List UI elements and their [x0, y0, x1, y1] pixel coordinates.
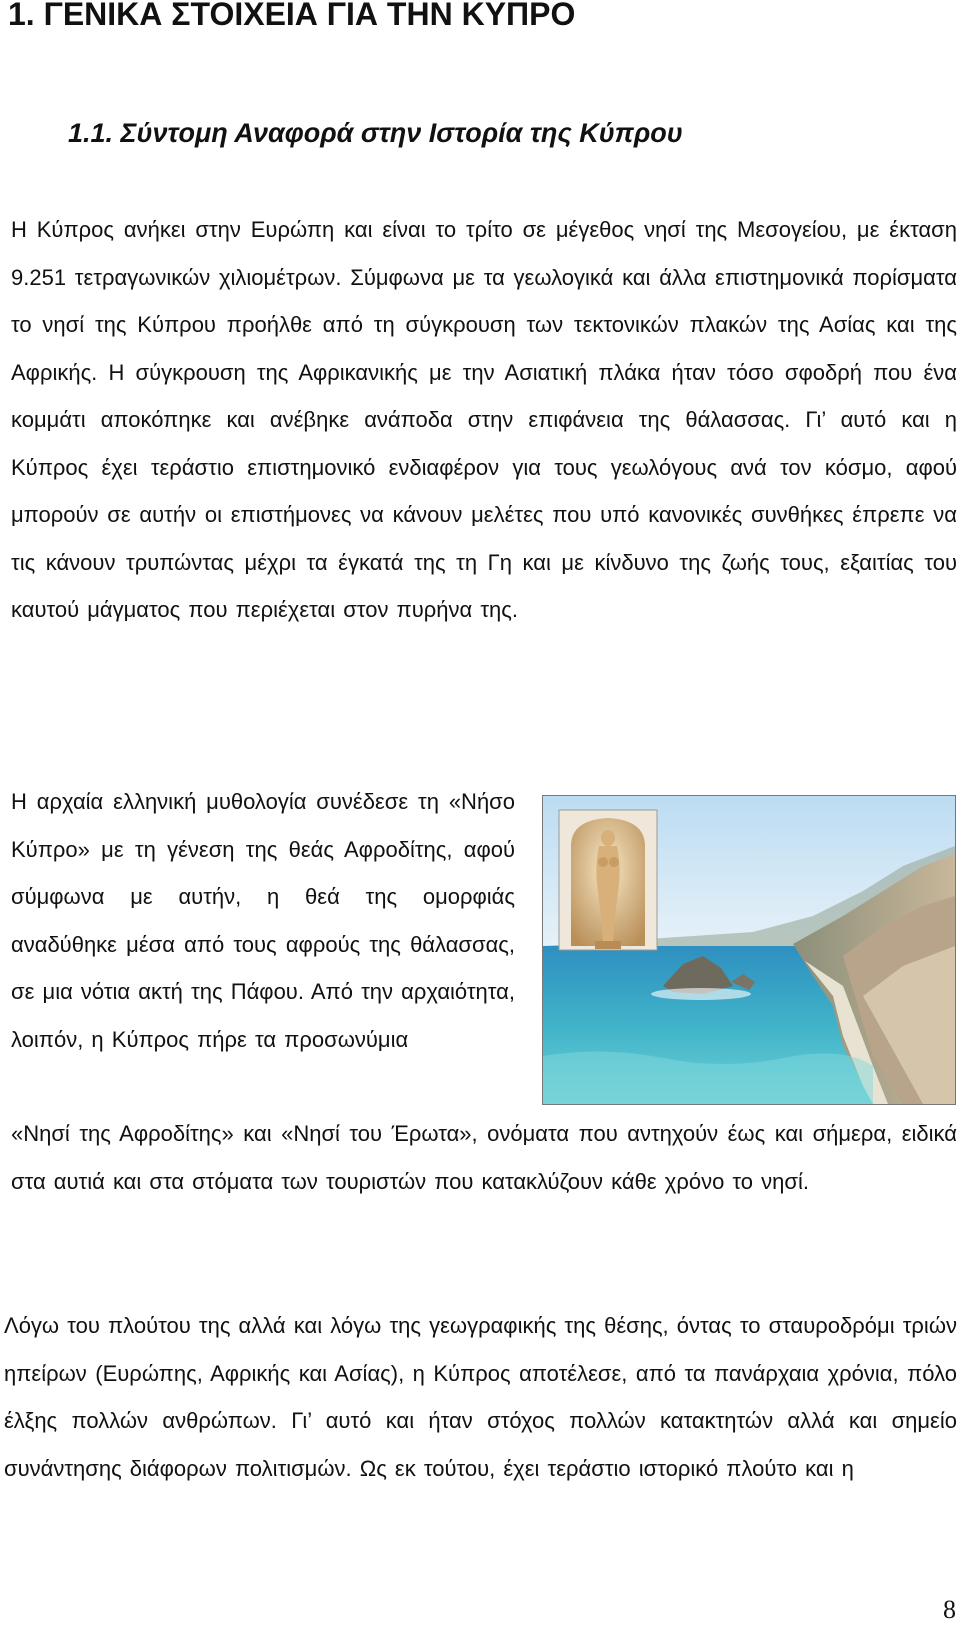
paragraph-mythology-wrap: Η αρχαία ελληνική μυθολογία συνέδεσε τη «Νήσο Κύπρο» με τη γένεση της θεάς Αφροδίτης, αφού σύμφωνα με αυτήν, η θεά της ομορφιάς αναδύθηκε μέσα από τους αφρούς της θάλασσας, σε μια νότια ακτή της Πάφου. Από την αρχαιότητα, λοιπόν, η Κύπρος πήρε τα προσωνύμια: [11, 789, 515, 1052]
statue-inset: [559, 810, 657, 950]
paragraph-crossroads: Λόγω του πλούτου της αλλά και λόγω της γεωγραφικής της θέσης, όντας το σταυροδρόμι τριών ηπείρων (Ευρώπης, Αφρικής και Ασίας), η Κύπρος αποτέλεσε, από τα πανάρχαια χρόνια, πόλο έλξης πολλών ανθρώπων. Γι’ αυτό και ήταν στόχος πολλών κατακτητών αλλά και σημείο συνάντησης διάφορων πολιτισμών. Ως εκ τούτου, έχει τεράστιο ιστορικό πλούτο και η: [4, 1313, 957, 1481]
aphrodite-rock-photo: [542, 795, 956, 1105]
section-heading: 1.1. Σύντομη Αναφορά στην Ιστορία της Κύπρου: [68, 118, 683, 148]
page-number: 8: [943, 1595, 956, 1624]
paragraph-geology: Η Κύπρος ανήκει στην Ευρώπη και είναι το τρίτο σε μέγεθος νησί της Μεσογείου, με έκταση 9.251 τετραγωνικών χιλιομέτρων. Σύμφωνα με τα γεωλογικά και άλλα επιστημονικά πορίσματα το νησί της Κύπρου προήλθε από τη σύγκρουση των τεκτονικών πλακών της Ασίας και της Αφρικής. Η σύγκρουση της Αφρικανικής με την Ασιατική πλάκα ήταν τόσο σφοδρή που ένα κομμάτι αποκόπηκε και ανέβηκε ανάποδα στην επιφάνεια της θάλασσας. Γι’ αυτό και η Κύπρος έχει τεράστιο επιστημονικό ενδιαφέρον για τους γεωλόγους ανά τον κόσμο, αφού μπορούν σε αυτήν οι επιστήμονες να κάνουν μελέτες που υπό κανονικές συνθήκες έπρεπε να τις κάνουν τρυπώντας μέχρι τα έγκατά της τη Γη και με κίνδυνο της ζωής τους, εξαιτίας του καυτού μάγματος που περιέχεται στον πυρήνα της.: [11, 217, 957, 622]
paragraph-mythology-continued: «Νησί της Αφροδίτης» και «Νησί του Έρωτα», ονόματα που αντηχούν έως και σήμερα, ειδικά στα αυτιά και στα στόματα των τουριστών που κατακλύζουν κάθε χρόνο το νησί.: [11, 1121, 957, 1194]
chapter-heading: 1. ΓΕΝΙΚΑ ΣΤΟΙΧΕΙΑ ΓΙΑ ΤΗΝ ΚΥΠΡΟ: [8, 0, 576, 32]
